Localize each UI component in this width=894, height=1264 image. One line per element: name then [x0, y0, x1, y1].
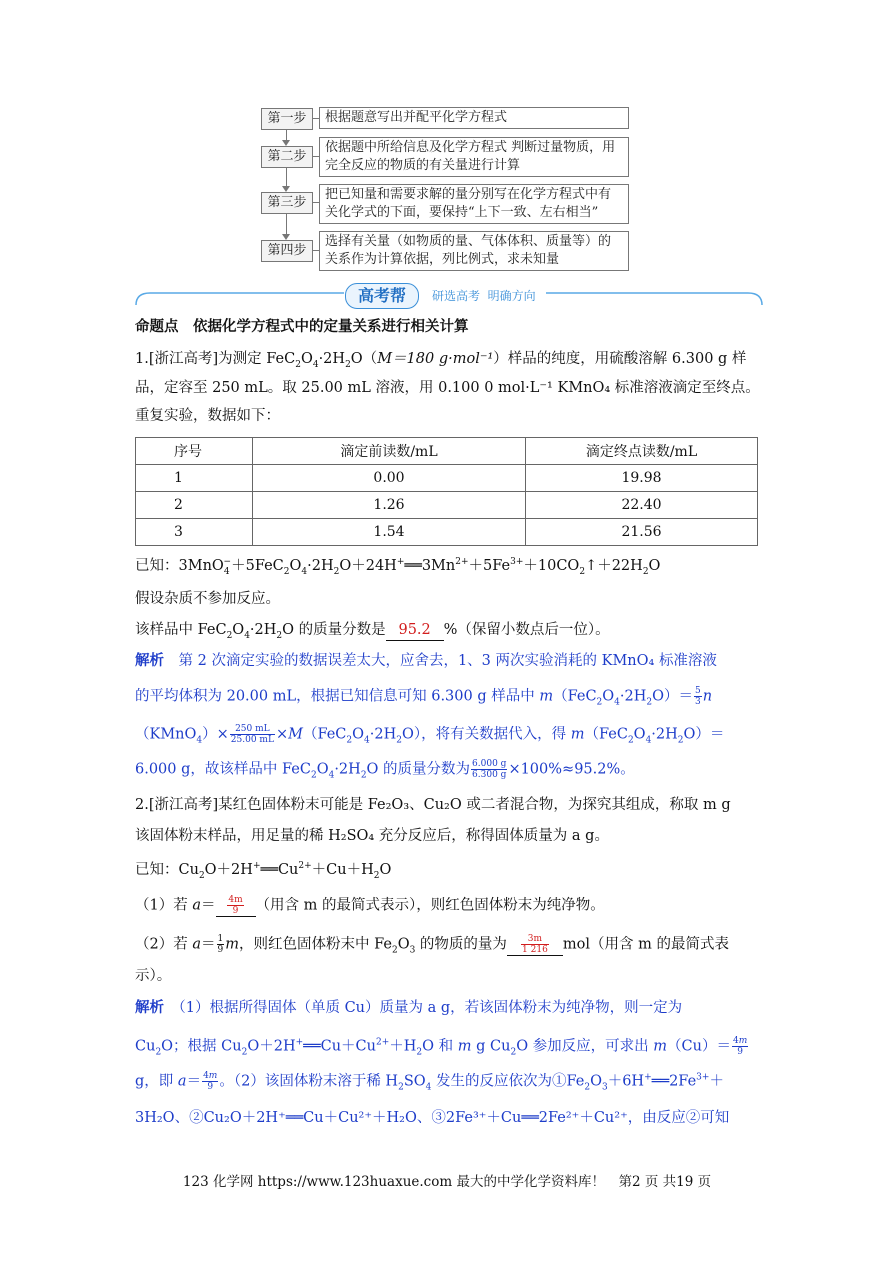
q2-analysis-1 [135, 998, 682, 1018]
q2-known-equation: 已知：$Cu_2O+2H^+══Cu^{2+}+Cu+H_2O$ [135, 861, 392, 881]
q2-analysis-label: 解析 [135, 999, 164, 1016]
table-cell: 1.26 [253, 492, 526, 519]
fraction-volume: $\frac{250 mL}{25.00 mL}$ [230, 724, 274, 745]
step-4-text: 选择有关量（如物质的量、气体体积、质量等）的关系作为计算依据，列比例式，求未知量 [319, 231, 629, 271]
table-cell: 2 [136, 492, 253, 519]
q2-p2-answer: $\frac{3m}{1 216}$ [522, 934, 548, 955]
q2-analysis-text-1: （1）根据所得固体（单质 Cu）质量为 a g，若该固体粉末为纯净物，则一定为 [178, 1000, 683, 1016]
q1-analysis-4: 6.000 g，故该样品中 $FeC_2O_4\cdot 2H_2O$ 的质量分数为 $\frac{6.000 g}{6.300 g}$ ×100%≈95.2%。 [135, 759, 635, 781]
table-cell: 0.00 [253, 465, 526, 492]
table-cell: 3 [136, 519, 253, 546]
q1-line-3: 重复实验，数据如下： [135, 408, 280, 424]
q2-part-2: （2）若 a＝ $\frac{1}{9}$ m，则红色固体粉末中 $Fe_2O_3$ 的物质的量为 $\frac{3m}{1 216}$ mol（用含 m 的最简式表 [135, 934, 730, 956]
step-3-label: 第三步 [261, 192, 313, 214]
banner-logo: 高考帮 [345, 283, 419, 309]
q1-known-equation: 已知：$3MnO_4^-+5FeC_2O_4\cdot 2H_2O+24H^+══3Mn^{2+}+5Fe^{3+}+10CO_2↑+22H_2O$ [135, 557, 661, 577]
q2-part-1: （1）若 a＝ $\frac{4m}{9}$ （用含 m 的最简式表示），则红色固体粉末为纯净物。 [135, 895, 605, 916]
fraction-1-9: $\frac{1}{9}$ [217, 934, 224, 955]
q1-answer-suffix: %（保留小数点后一位）。 [443, 622, 610, 638]
q1-analysis-text-4: ×100%≈95.2%。 [508, 761, 635, 778]
q2-text-1: 某红色固体粉末可能是 Fe₂O₃、Cu₂O 或二者混合物，为探究其组成，称取 m g [218, 797, 731, 813]
q2-part-2-line-2: 示）。 [135, 968, 172, 984]
q1-answer: 95.2 [386, 620, 444, 641]
q1-source: 1.[浙江高考] [135, 351, 219, 367]
table-row [136, 492, 758, 519]
fraction-5-3: $\frac{5}{3}$ [695, 686, 701, 707]
banner-slogan: 研选高考 明确方向 [432, 289, 536, 303]
q1-question: 该样品中 $FeC_2O_4\cdot 2H_2O$ 的质量分数是 95.2 %（保留小数点后一位）。 [135, 622, 610, 641]
q1-line1-rest: 样品的纯度，用硫酸溶解 6.300 g 样 [507, 351, 747, 367]
q1-assumption: 假设杂质不参加反应。 [135, 591, 280, 607]
table-header-row [136, 438, 758, 465]
q2-line-1 [135, 795, 731, 815]
table-row [136, 465, 758, 492]
q2-analysis-2: $Cu_2O$；根据 $Cu_2O+2H^+══Cu+Cu^{2+}+H_2O$ 和 m g $Cu_2O$ 参加反应，可求出 m（Cu）＝ $\frac{4m}{9}$ [135, 1036, 748, 1058]
q2-p1-answer: $\frac{4m}{9}$ [228, 895, 243, 916]
q2-source: 2.[浙江高考] [135, 797, 219, 813]
step-2-label: 第二步 [261, 146, 313, 168]
table-cell: 22.40 [526, 492, 758, 519]
q1-analysis-2: 的平均体积为 20.00 mL，根据已知信息可知 6.300 g 样品中 $m(FeC_2O_4\cdot 2H_2O)=$ $\frac{5}{3}$ n [135, 686, 713, 708]
q2-p2-rest: mol（用含 m 的最简式表 [562, 936, 730, 953]
table-cell: 1 [136, 465, 253, 492]
q1-analysis-text-3: ，将有关数据代入，得 [421, 726, 567, 743]
table-row [136, 519, 758, 546]
q1-analysis-1 [135, 651, 717, 671]
table-cell: 1.54 [253, 519, 526, 546]
q1-molar-mass: M＝180 g·mol⁻¹ [377, 351, 494, 367]
q1-analysis-3: （KMnO$_4$）× $\frac{250 mL}{25.00 mL}$ $\times M(FeC_2O_4\cdot 2H_2O)$，将有关数据代入，得 $m(FeC_2O_4\cdot 2H_2O)=$ [135, 724, 725, 746]
q1-analysis-text-2: 的平均体积为 20.00 mL，根据已知信息可知 6.300 g 样品中 [135, 688, 535, 705]
titration-table [135, 437, 758, 546]
page-footer: 123 化学网 https://www.123huaxue.com 最大的中学化学资料库！ 第2 页 共19 页 [182, 1174, 712, 1190]
step-1-text: 根据题意写出并配平化学方程式 [319, 107, 629, 129]
table-header: 序号 [136, 438, 253, 465]
step-4-label: 第四步 [261, 240, 313, 262]
q1-analysis-label: 解析 [135, 652, 164, 669]
fraction-mass: $\frac{6.000 g}{6.300 g}$ [472, 759, 507, 780]
q1-line-1: 1.[浙江高考]为测定 $FeC_2O_4\cdot 2H_2O(M=180$ g·mol⁻¹）样品的纯度，用硫酸溶解 6.300 g 样 [135, 351, 747, 370]
table-cell: 21.56 [526, 519, 758, 546]
q2-analysis-3: g，即 a＝ $\frac{4m}{9}$ 。（2）该固体粉末溶于稀 $H_2SO_4$ 发生的反应依次为$①Fe_2O_3+6H^+══2Fe^{3+}+$ [135, 1071, 724, 1093]
q2-p1-rest: （用含 m 的最简式表示），则红色固体粉末为纯净物。 [255, 897, 605, 914]
step-1-label: 第一步 [261, 108, 313, 130]
section-title: 命题点 依据化学方程式中的定量关系进行相关计算 [135, 319, 469, 335]
table-header: 滴定终点读数/mL [526, 438, 758, 465]
table-cell: 19.98 [526, 465, 758, 492]
step-3-text: 把已知量和需要求解的量分别写在化学方程式中有关化学式的下面，要保持“上下一致、左右相当” [319, 184, 629, 224]
q1-analysis-text-1: 第 2 次滴定实验的数据误差太大，应舍去，1、3 两次实验消耗的 KMnO₄ 标准溶液 [178, 653, 717, 669]
step-2-text: 依据题中所给信息及化学方程式 判断过量物质，用完全反应的物质的有关量进行计算 [319, 137, 629, 177]
q2-analysis-4: 3H₂O、②Cu₂O＋2H⁺══Cu＋Cu²⁺＋H₂O、③2Fe³⁺＋Cu══2Fe²⁺＋Cu²⁺，由反应②可知 [135, 1110, 730, 1126]
q1-line-2: 品，定容至 250 mL。取 25.00 mL 溶液，用 0.100 0 mol·L⁻¹ KMnO₄ 标准溶液滴定至终点。 [135, 380, 760, 396]
q2-line-2: 该固体粉末样品，用足量的稀 H₂SO₄ 充分反应后，称得固体质量为 a g。 [135, 828, 609, 844]
table-header: 滴定前读数/mL [253, 438, 526, 465]
